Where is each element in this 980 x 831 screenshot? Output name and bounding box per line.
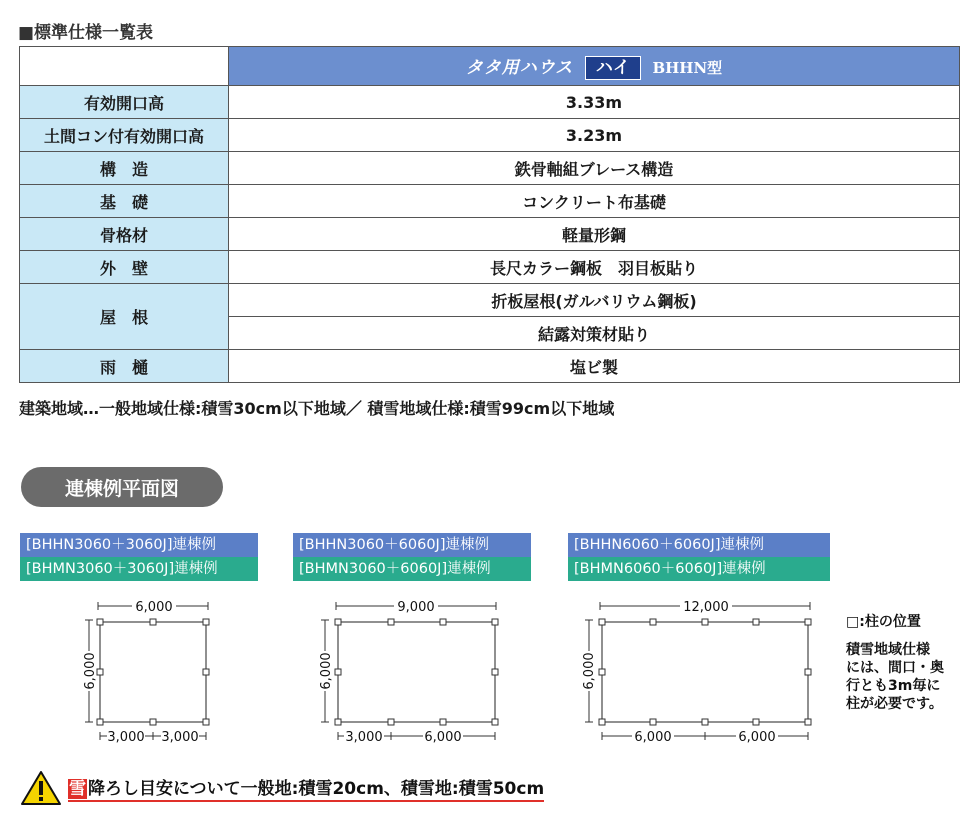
row-value: 3.33m — [229, 86, 960, 119]
column-position-legend: □:柱の位置 — [846, 614, 921, 630]
table-row — [20, 284, 960, 317]
row-value: 塩ビ製 — [229, 350, 960, 383]
plan-tag-bhmn: [BHMN3060＋3060J]連棟例 — [20, 557, 258, 581]
plan-tag-bhmn: [BHMN6060＋6060J]連棟例 — [568, 557, 830, 581]
spec-table — [19, 46, 960, 383]
table-row — [20, 119, 960, 152]
spec-table-corner — [20, 47, 229, 86]
warning-triangle-icon — [20, 770, 62, 806]
row-label: 屋 根 — [20, 284, 229, 350]
row-label: 外 壁 — [20, 251, 229, 284]
row-value: 軽量形鋼 — [229, 218, 960, 251]
plan-group-3 — [568, 533, 830, 581]
section-heading: ■標準仕様一覧表 — [18, 23, 154, 43]
row-value: 鉄骨軸組ブレース構造 — [229, 152, 960, 185]
snow-kanji: 雪 — [69, 779, 86, 799]
hi-badge: ハイ — [585, 56, 641, 80]
column-markers — [97, 619, 209, 725]
depth-label: 6,000 — [582, 652, 597, 690]
bottom-label: 6,000 — [634, 730, 672, 745]
plan-section-title: 連棟例平面図 — [21, 467, 223, 507]
bottom-label: 6,000 — [424, 730, 462, 745]
width-label: 9,000 — [397, 600, 435, 615]
snow-area-note-line: 積雪地域仕様 — [846, 642, 930, 658]
floor-plan-3 — [576, 596, 816, 746]
table-row — [20, 218, 960, 251]
product-header — [229, 47, 960, 86]
bottom-label: 3,000 — [161, 730, 199, 745]
snow-removal-note — [20, 770, 544, 806]
row-label: 土間コン付有効開口高 — [20, 119, 229, 152]
row-label: 構 造 — [20, 152, 229, 185]
bottom-label: 3,000 — [345, 730, 383, 745]
plan-tag-bhhn: [BHHN3060＋3060J]連棟例 — [20, 533, 258, 557]
row-value: 長尺カラー鋼板 羽目板貼り — [229, 251, 960, 284]
table-row — [20, 251, 960, 284]
brand-name: タタ用ハウス — [465, 57, 574, 78]
table-row — [20, 86, 960, 119]
depth-label: 6,000 — [319, 652, 334, 690]
spec-table-header-row — [20, 47, 960, 86]
model-name: BHHN型 — [652, 58, 723, 77]
depth-label: 6,000 — [83, 652, 98, 690]
row-value-secondary: 結露対策材貼り — [229, 317, 960, 350]
floor-plan-2 — [316, 596, 506, 746]
row-label: 骨格材 — [20, 218, 229, 251]
row-label: 基 礎 — [20, 185, 229, 218]
row-value: 3.23m — [229, 119, 960, 152]
bottom-label: 3,000 — [107, 730, 145, 745]
row-label: 有効開口高 — [20, 86, 229, 119]
snow-removal-text — [68, 774, 544, 802]
plan-group-2 — [293, 533, 531, 581]
plan-tag-bhhn: [BHHN3060＋6060J]連棟例 — [293, 533, 531, 557]
column-markers — [599, 619, 811, 725]
plan-group-1 — [20, 533, 258, 581]
table-row — [20, 152, 960, 185]
row-label: 雨 樋 — [20, 350, 229, 383]
column-legend — [846, 613, 944, 713]
column-markers — [335, 619, 498, 725]
snow-area-note-line: 行とも3m毎に — [846, 678, 941, 694]
plan-tag-bhmn: [BHMN3060＋6060J]連棟例 — [293, 557, 531, 581]
snow-removal-guideline: 降ろし目安について一般地:積雪20cm、積雪地:積雪50cm — [88, 779, 545, 799]
row-value: 折板屋根(ガルバリウム鋼板) — [229, 284, 960, 317]
snow-area-note-line: 柱が必要です。 — [846, 696, 943, 712]
width-label: 6,000 — [135, 600, 173, 615]
plan-tag-bhhn: [BHHN6060＋6060J]連棟例 — [568, 533, 830, 557]
width-label: 12,000 — [683, 600, 729, 615]
table-row — [20, 350, 960, 383]
area-note: 建築地域…一般地域仕様:積雪30cm以下地域／ 積雪地域仕様:積雪99cm以下地域 — [19, 399, 615, 418]
bottom-label: 6,000 — [738, 730, 776, 745]
row-value: コンクリート布基礎 — [229, 185, 960, 218]
table-row — [20, 185, 960, 218]
snow-area-note-line: には、間口・奥 — [846, 660, 944, 676]
floor-plan-1 — [80, 596, 230, 746]
